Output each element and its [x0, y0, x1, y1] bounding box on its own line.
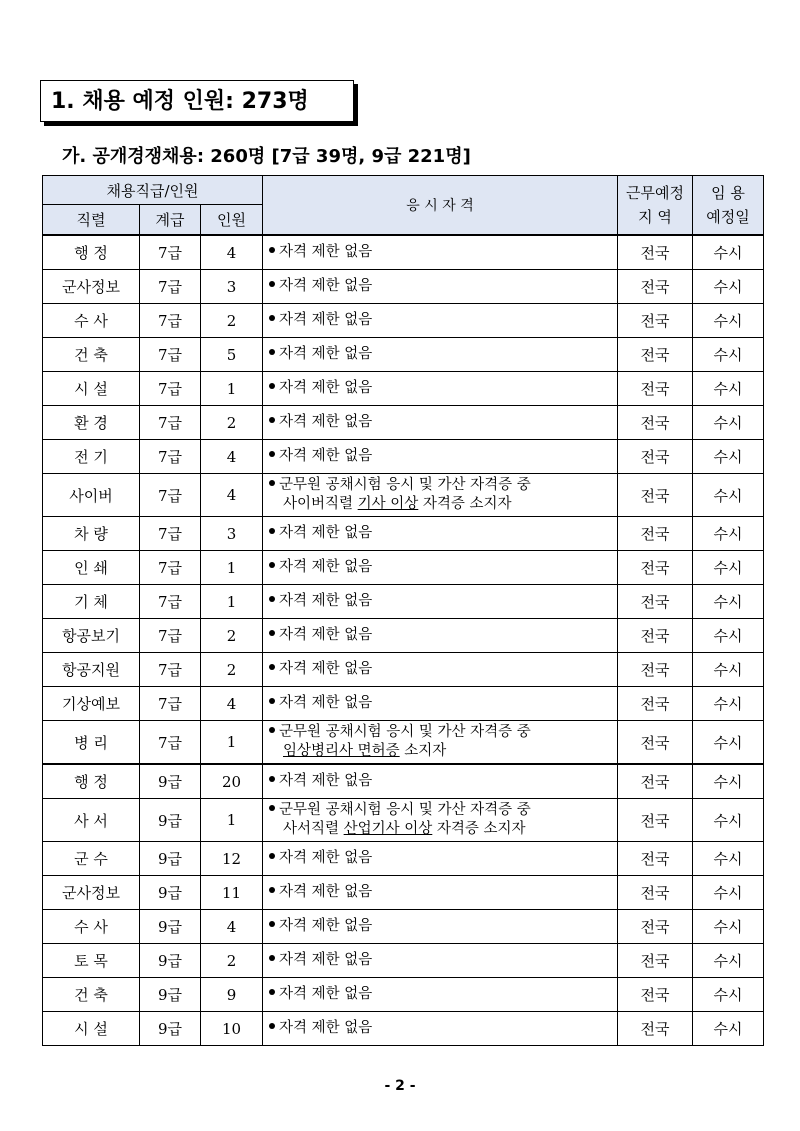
cell-region: 전국: [618, 270, 693, 304]
cell-region: 전국: [618, 653, 693, 687]
cell-date: 수시: [693, 551, 764, 585]
table-row: [43, 721, 764, 765]
qualification-text: 자격 제한 없음: [279, 448, 373, 464]
qualification-text: 자격 제한 없음: [279, 346, 373, 362]
cell-grade: 7급: [140, 304, 201, 338]
cell-region: 전국: [618, 235, 693, 270]
qualification-text: 군무원 공채시험 응시 및 가산 자격증 중: [279, 477, 531, 493]
cell-date: 수시: [693, 721, 764, 765]
table-row: [43, 517, 764, 551]
cell-date: 수시: [693, 270, 764, 304]
cell-region: 전국: [618, 619, 693, 653]
cell-grade: 7급: [140, 721, 201, 765]
cell-date: 수시: [693, 235, 764, 270]
cell-region: 전국: [618, 440, 693, 474]
cell-date: 수시: [693, 406, 764, 440]
qualification-suffix: 자격증 소지자: [432, 821, 526, 837]
qualification-text: 자격 제한 없음: [279, 695, 373, 711]
cell-qualification: [263, 799, 618, 842]
cell-date: 수시: [693, 764, 764, 799]
cell-qualification: [263, 764, 618, 799]
qualification-line-2: [269, 742, 617, 761]
header-job: 직렬: [43, 205, 140, 236]
qualification-text: 자격 제한 없음: [279, 244, 373, 260]
qualification-prefix: 사서직렬: [283, 821, 344, 837]
table-row: [43, 944, 764, 978]
cell-grade: 7급: [140, 619, 201, 653]
cell-qualification: [263, 619, 618, 653]
section-title: 1. 채용 예정 인원: 273명: [40, 80, 354, 122]
cell-job: 군사정보: [43, 876, 140, 910]
cell-job: 사 서: [43, 799, 140, 842]
cell-count: 2: [201, 406, 263, 440]
cell-count: 5: [201, 338, 263, 372]
cell-qualification: [263, 721, 618, 765]
cell-grade: 7급: [140, 653, 201, 687]
cell-job: 환 경: [43, 406, 140, 440]
table-row: [43, 842, 764, 876]
cell-job: 병 리: [43, 721, 140, 765]
cell-grade: 9급: [140, 1012, 201, 1046]
cell-qualification: [263, 517, 618, 551]
table-row: [43, 474, 764, 517]
table-row: [43, 910, 764, 944]
cell-region: 전국: [618, 304, 693, 338]
cell-count: 1: [201, 585, 263, 619]
cell-count: 12: [201, 842, 263, 876]
cell-job: 행 정: [43, 764, 140, 799]
cell-job: 시 설: [43, 372, 140, 406]
cell-date: 수시: [693, 1012, 764, 1046]
cell-count: 4: [201, 474, 263, 517]
cell-region: 전국: [618, 1012, 693, 1046]
cell-qualification: [263, 270, 618, 304]
cell-qualification: [263, 372, 618, 406]
cell-qualification: [263, 406, 618, 440]
bullet-icon: [269, 417, 275, 423]
qualification-underlined: 산업기사 이상: [343, 821, 433, 837]
cell-date: 수시: [693, 944, 764, 978]
qualification-text: 자격 제한 없음: [279, 627, 373, 643]
table-row: [43, 1012, 764, 1046]
cell-region: 전국: [618, 551, 693, 585]
cell-date: 수시: [693, 978, 764, 1012]
cell-qualification: [263, 551, 618, 585]
cell-qualification: [263, 653, 618, 687]
qualification-text: 자격 제한 없음: [279, 952, 373, 968]
bullet-icon: [269, 664, 275, 670]
cell-date: 수시: [693, 372, 764, 406]
bullet-icon: [269, 805, 275, 811]
cell-grade: 9급: [140, 799, 201, 842]
cell-job: 차 량: [43, 517, 140, 551]
bullet-icon: [269, 451, 275, 457]
cell-grade: 7급: [140, 551, 201, 585]
table-row: [43, 440, 764, 474]
cell-grade: 7급: [140, 270, 201, 304]
cell-date: 수시: [693, 585, 764, 619]
header-count: 인원: [201, 205, 263, 236]
bullet-icon: [269, 480, 275, 486]
bullet-icon: [269, 989, 275, 995]
cell-count: 1: [201, 799, 263, 842]
qualification-text: 군무원 공채시험 응시 및 가산 자격증 중: [279, 724, 531, 740]
table-row: [43, 764, 764, 799]
bullet-icon: [269, 596, 275, 602]
cell-grade: 7급: [140, 235, 201, 270]
header-region: 근무예정 지 역: [618, 176, 693, 236]
qualification-text: 자격 제한 없음: [279, 593, 373, 609]
table-row: [43, 978, 764, 1012]
cell-date: 수시: [693, 440, 764, 474]
qualification-text: 자격 제한 없음: [279, 380, 373, 396]
table-row: [43, 372, 764, 406]
cell-region: 전국: [618, 842, 693, 876]
cell-count: 2: [201, 619, 263, 653]
cell-job: 인 쇄: [43, 551, 140, 585]
cell-qualification: [263, 687, 618, 721]
table-row: [43, 270, 764, 304]
cell-region: 전국: [618, 338, 693, 372]
cell-count: 3: [201, 517, 263, 551]
table-row: [43, 235, 764, 270]
cell-date: 수시: [693, 653, 764, 687]
cell-date: 수시: [693, 338, 764, 372]
cell-count: 4: [201, 235, 263, 270]
qualification-underlined: 기사 이상: [357, 496, 419, 512]
header-grade: 계급: [140, 205, 201, 236]
cell-qualification: [263, 978, 618, 1012]
cell-grade: 9급: [140, 876, 201, 910]
table-row: [43, 653, 764, 687]
table-row: [43, 304, 764, 338]
qualification-suffix: 자격증 소지자: [418, 496, 512, 512]
cell-grade: 9급: [140, 842, 201, 876]
qualification-text: 군무원 공채시험 응시 및 가산 자격증 중: [279, 802, 531, 818]
cell-qualification: [263, 876, 618, 910]
table-row: [43, 338, 764, 372]
bullet-icon: [269, 776, 275, 782]
table-row: [43, 687, 764, 721]
cell-region: 전국: [618, 585, 693, 619]
qualification-prefix: 사이버직렬: [283, 496, 358, 512]
cell-grade: 9급: [140, 944, 201, 978]
cell-region: 전국: [618, 799, 693, 842]
cell-grade: 7급: [140, 338, 201, 372]
bullet-icon: [269, 562, 275, 568]
cell-qualification: [263, 910, 618, 944]
cell-job: 기 체: [43, 585, 140, 619]
qualification-text: 자격 제한 없음: [279, 1020, 373, 1036]
table-row: [43, 799, 764, 842]
cell-grade: 7급: [140, 687, 201, 721]
subsection-title: 가. 공개경쟁채용: 260명 [7급 39명, 9급 221명]: [62, 146, 471, 167]
cell-region: 전국: [618, 721, 693, 765]
bullet-icon: [269, 349, 275, 355]
table-row: [43, 585, 764, 619]
cell-date: 수시: [693, 799, 764, 842]
cell-count: 2: [201, 304, 263, 338]
cell-job: 군 수: [43, 842, 140, 876]
cell-count: 4: [201, 440, 263, 474]
cell-qualification: [263, 304, 618, 338]
cell-count: 1: [201, 721, 263, 765]
qualification-text: 자격 제한 없음: [279, 414, 373, 430]
bullet-icon: [269, 698, 275, 704]
bullet-icon: [269, 887, 275, 893]
table-row: [43, 551, 764, 585]
cell-region: 전국: [618, 474, 693, 517]
qualification-underlined: 임상병리사 면허증: [283, 743, 400, 759]
cell-region: 전국: [618, 876, 693, 910]
cell-qualification: [263, 440, 618, 474]
table-row: [43, 619, 764, 653]
cell-date: 수시: [693, 619, 764, 653]
qualification-text: 자격 제한 없음: [279, 559, 373, 575]
bullet-icon: [269, 315, 275, 321]
cell-count: 4: [201, 910, 263, 944]
cell-count: 3: [201, 270, 263, 304]
recruitment-table: [42, 175, 764, 1046]
header-qualification: 응 시 자 격: [263, 176, 618, 236]
cell-date: 수시: [693, 842, 764, 876]
cell-region: 전국: [618, 910, 693, 944]
cell-job: 사이버: [43, 474, 140, 517]
bullet-icon: [269, 630, 275, 636]
cell-job: 토 목: [43, 944, 140, 978]
cell-job: 건 축: [43, 978, 140, 1012]
cell-qualification: [263, 474, 618, 517]
cell-date: 수시: [693, 517, 764, 551]
cell-job: 군사정보: [43, 270, 140, 304]
page-number: - 2 -: [384, 1078, 416, 1094]
cell-count: 10: [201, 1012, 263, 1046]
cell-count: 1: [201, 551, 263, 585]
cell-job: 전 기: [43, 440, 140, 474]
header-date: 임 용 예정일: [693, 176, 764, 236]
cell-qualification: [263, 1012, 618, 1046]
cell-job: 시 설: [43, 1012, 140, 1046]
cell-grade: 7급: [140, 585, 201, 619]
cell-region: 전국: [618, 978, 693, 1012]
cell-grade: 9급: [140, 910, 201, 944]
cell-job: 행 정: [43, 235, 140, 270]
cell-job: 수 사: [43, 304, 140, 338]
qualification-text: 자격 제한 없음: [279, 278, 373, 294]
cell-region: 전국: [618, 764, 693, 799]
bullet-icon: [269, 1023, 275, 1029]
table-row: [43, 876, 764, 910]
qualification-text: 자격 제한 없음: [279, 525, 373, 541]
qualification-text: 자격 제한 없음: [279, 986, 373, 1002]
cell-region: 전국: [618, 517, 693, 551]
cell-count: 2: [201, 653, 263, 687]
cell-date: 수시: [693, 687, 764, 721]
cell-region: 전국: [618, 944, 693, 978]
cell-grade: 9급: [140, 764, 201, 799]
cell-job: 건 축: [43, 338, 140, 372]
cell-date: 수시: [693, 910, 764, 944]
cell-job: 수 사: [43, 910, 140, 944]
cell-qualification: [263, 235, 618, 270]
table-row: [43, 406, 764, 440]
cell-count: 9: [201, 978, 263, 1012]
cell-region: 전국: [618, 687, 693, 721]
cell-job: 기상예보: [43, 687, 140, 721]
qualification-text: 자격 제한 없음: [279, 850, 373, 866]
qualification-text: 자격 제한 없음: [279, 773, 373, 789]
table-body: [43, 235, 764, 1046]
cell-job: 항공지원: [43, 653, 140, 687]
cell-qualification: [263, 338, 618, 372]
cell-count: 4: [201, 687, 263, 721]
bullet-icon: [269, 921, 275, 927]
bullet-icon: [269, 281, 275, 287]
cell-qualification: [263, 842, 618, 876]
cell-grade: 7급: [140, 517, 201, 551]
bullet-icon: [269, 853, 275, 859]
qualification-suffix: 소지자: [399, 743, 447, 759]
qualification-line-2: [269, 495, 617, 514]
qualification-text: 자격 제한 없음: [279, 884, 373, 900]
bullet-icon: [269, 383, 275, 389]
cell-date: 수시: [693, 304, 764, 338]
bullet-icon: [269, 247, 275, 253]
qualification-text: 자격 제한 없음: [279, 312, 373, 328]
cell-grade: 7급: [140, 372, 201, 406]
bullet-icon: [269, 727, 275, 733]
cell-region: 전국: [618, 406, 693, 440]
qualification-text: 자격 제한 없음: [279, 661, 373, 677]
cell-grade: 9급: [140, 978, 201, 1012]
qualification-text: 자격 제한 없음: [279, 918, 373, 934]
cell-region: 전국: [618, 372, 693, 406]
cell-count: 1: [201, 372, 263, 406]
bullet-icon: [269, 528, 275, 534]
cell-grade: 7급: [140, 474, 201, 517]
cell-date: 수시: [693, 474, 764, 517]
qualification-line-2: [269, 820, 617, 839]
header-group: 채용직급/인원: [43, 176, 263, 205]
cell-job: 항공보기: [43, 619, 140, 653]
cell-qualification: [263, 944, 618, 978]
cell-count: 2: [201, 944, 263, 978]
cell-grade: 7급: [140, 406, 201, 440]
bullet-icon: [269, 955, 275, 961]
cell-qualification: [263, 585, 618, 619]
cell-date: 수시: [693, 876, 764, 910]
cell-count: 20: [201, 764, 263, 799]
cell-count: 11: [201, 876, 263, 910]
cell-grade: 7급: [140, 440, 201, 474]
